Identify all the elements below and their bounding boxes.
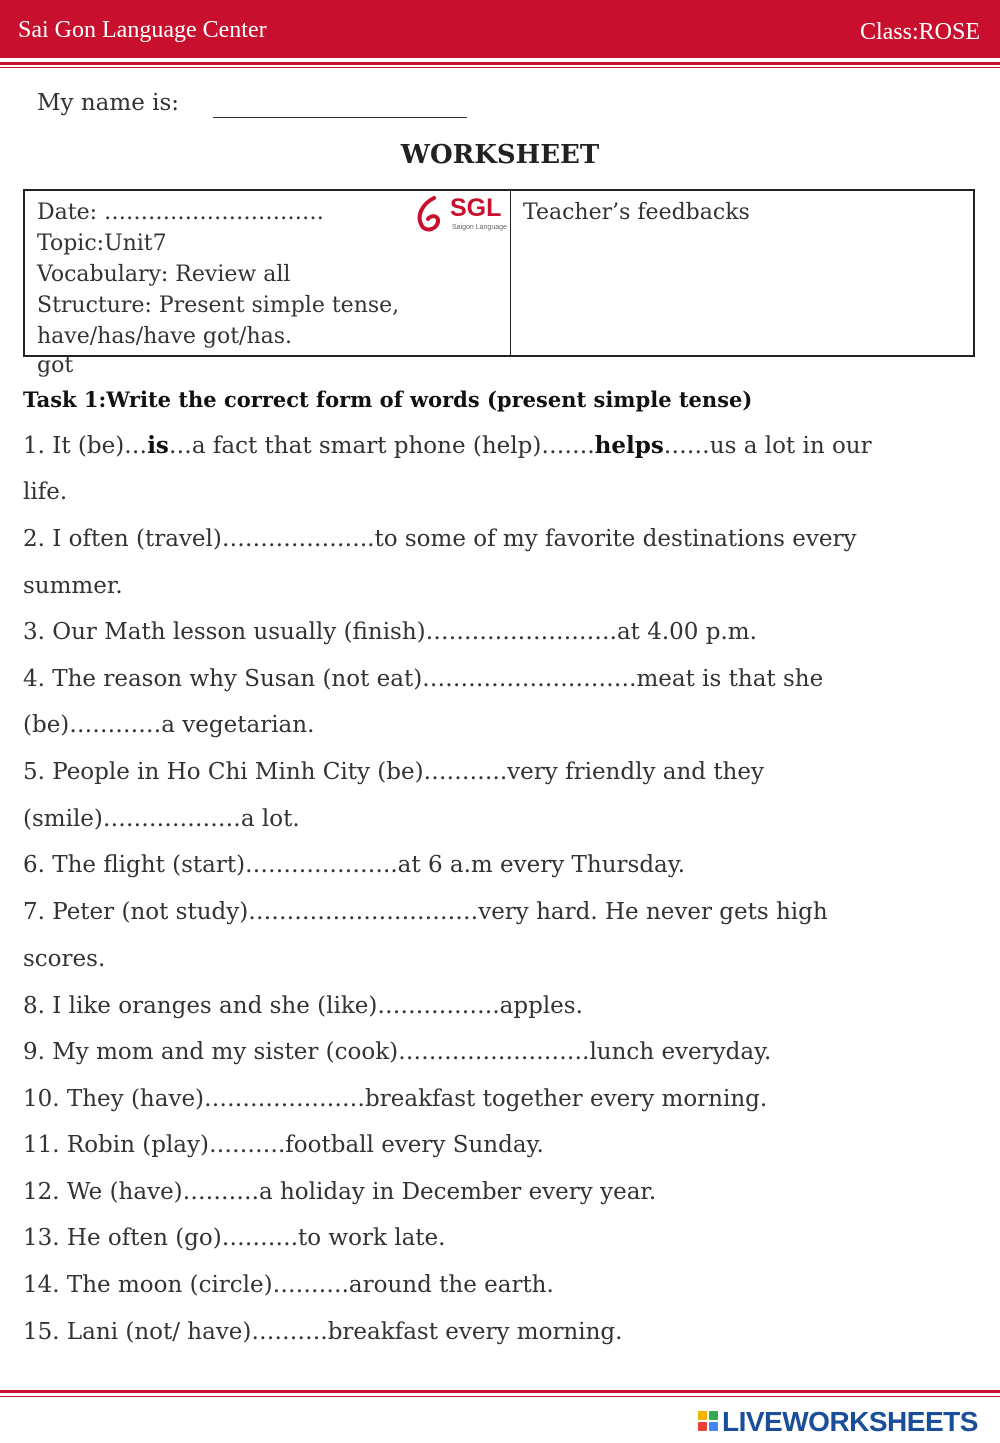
sgl-subtitle: Saigon Language	[452, 224, 507, 231]
info-details	[37, 197, 399, 352]
name-input-line[interactable]	[213, 117, 467, 118]
liveworksheets-brand: LIVEWORKSHEETS	[722, 1406, 978, 1437]
task1-title: Task 1:Write the correct form of words (present simple tense)	[23, 387, 753, 412]
name-label: My name is:	[37, 90, 180, 116]
question-7-cont: scores.	[23, 946, 106, 972]
info-vocabulary: Vocabulary: Review all	[37, 262, 291, 287]
question-1-cont: life.	[23, 479, 68, 505]
info-structure-2: have/has/have got/has.	[37, 324, 293, 349]
info-structure-1: Structure: Present simple tense,	[37, 293, 400, 318]
header-divider	[0, 62, 1000, 65]
question-9: 9. My mom and my sister (cook)…………………….lunch everyday.	[23, 1039, 772, 1065]
header-divider-thin	[0, 67, 1000, 68]
question-3: 3. Our Math lesson usually (finish)…………………….at 4.00 p.m.	[23, 619, 757, 645]
footer-divider-thin	[0, 1396, 1000, 1397]
question-5: 5. People in Ho Chi Minh City (be)………..very friendly and they	[23, 759, 764, 785]
question-11: 11. Robin (play)……….football every Sunday.	[23, 1132, 544, 1158]
info-box-divider	[510, 191, 511, 355]
center-name: Sai Gon Language Center	[18, 17, 267, 43]
sgl-swoosh-icon	[412, 194, 448, 236]
teacher-feedback-label: Teacher’s feedbacks	[523, 200, 750, 225]
q1-text-b: …a fact that smart phone (help)…….	[168, 433, 595, 459]
sgl-brand: SGL	[450, 194, 502, 222]
question-7: 7. Peter (not study)…………………………very hard. He never gets high	[23, 899, 828, 925]
question-5-cont: (smile)………………a lot.	[23, 806, 300, 832]
q1-text-c: ……us a lot in our	[663, 433, 872, 459]
page-title: WORKSHEET	[400, 140, 600, 170]
q1-answer-2[interactable]: helps	[594, 432, 664, 459]
footer-divider	[0, 1390, 1000, 1393]
question-13: 13. He often (go)……….to work late.	[23, 1225, 446, 1251]
question-4-cont: (be)…………a vegetarian.	[23, 712, 315, 738]
info-structure-3: got	[37, 353, 74, 378]
question-1	[23, 432, 872, 459]
question-10: 10. They (have)…………………breakfast together every morning.	[23, 1086, 768, 1112]
question-6: 6. The flight (start)………………..at 6 a.m every Thursday.	[23, 852, 686, 878]
liveworksheets-logo	[698, 1407, 992, 1437]
info-date: Date: …………………………	[37, 200, 325, 225]
class-label: Class:ROSE	[859, 19, 980, 45]
sgl-logo	[412, 194, 508, 236]
question-12: 12. We (have)……….a holiday in December every year.	[23, 1179, 657, 1205]
question-8: 8. I like oranges and she (like)…………….apples.	[23, 993, 583, 1019]
question-15: 15. Lani (not/ have)……….breakfast every morning.	[23, 1319, 623, 1345]
question-2-cont: summer.	[23, 573, 123, 599]
question-4: 4. The reason why Susan (not eat)……………………….meat is that she	[23, 666, 824, 692]
info-topic: Topic:Unit7	[37, 231, 167, 256]
q1-answer-1[interactable]: is	[147, 432, 169, 459]
header-bar	[0, 0, 1000, 58]
q1-text-a: 1. It (be)…	[23, 433, 148, 459]
question-14: 14. The moon (circle)……….around the earth.	[23, 1272, 554, 1298]
question-2: 2. I often (travel)………………..to some of my favorite destinations every	[23, 526, 857, 552]
liveworksheets-grid-icon	[698, 1411, 720, 1433]
